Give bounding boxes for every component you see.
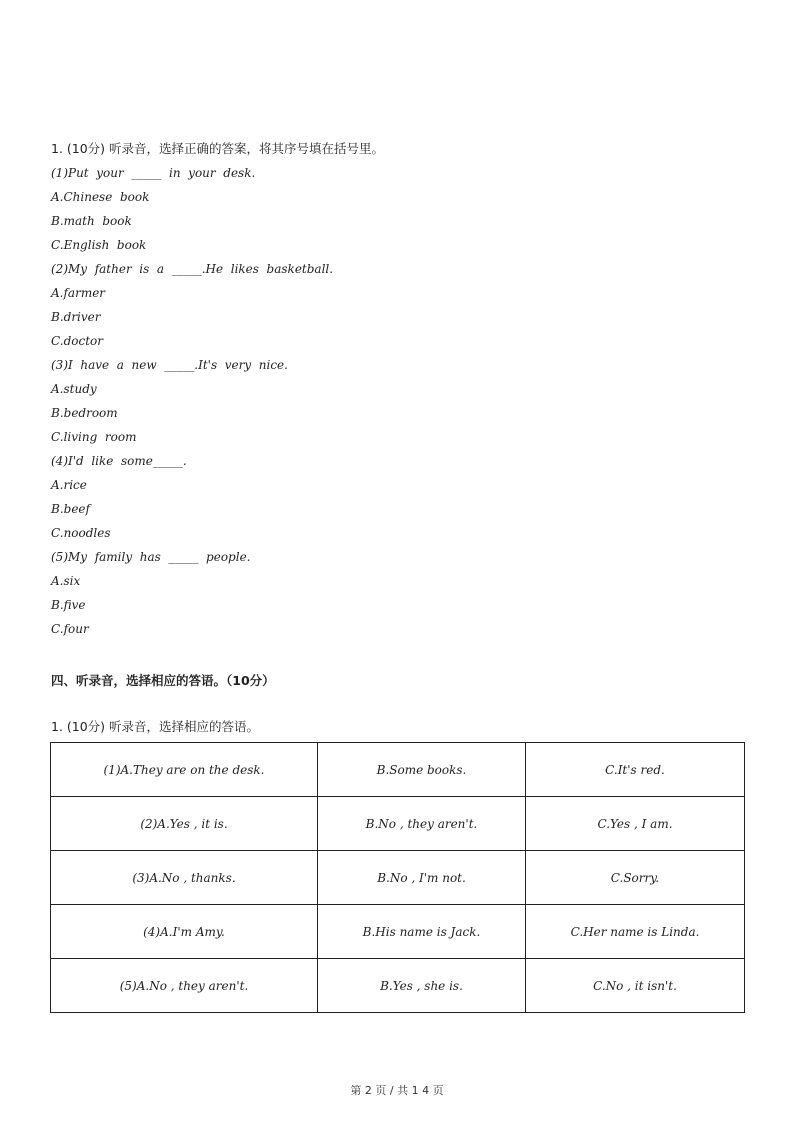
table-row <box>51 905 745 959</box>
option-1a: A.Chinese book <box>51 190 150 204</box>
table-row <box>51 743 745 797</box>
table-cell: C.Sorry. <box>526 851 745 905</box>
option-5c: C.four <box>51 622 89 636</box>
table-cell: C.It's red. <box>526 743 745 797</box>
table-cell: B.No , I'm not. <box>318 851 526 905</box>
option-4a: A.rice <box>51 478 87 492</box>
option-5b: B.five <box>51 598 86 612</box>
table-cell: (5)A.No , they aren't. <box>51 959 318 1013</box>
option-4b: B.beef <box>51 502 90 516</box>
question-1-lines <box>51 164 333 644</box>
table-cell: B.Some books. <box>318 743 526 797</box>
question-1-intro: 1. (10分) 听录音，选择正确的答案，将其序号填在括号里。 <box>51 141 385 156</box>
subquestion-3: (3)I have a new _____.It's very nice. <box>51 358 288 372</box>
table-cell: B.Yes , she is. <box>318 959 526 1013</box>
option-1c: C.English book <box>51 238 147 252</box>
table-cell: (1)A.They are on the desk. <box>51 743 318 797</box>
subquestion-4: (4)I'd like some_____. <box>51 454 187 468</box>
section-4-question-intro: 1. (10分) 听录音，选择相应的答语。 <box>51 719 260 734</box>
subquestion-2: (2)My father is a _____.He likes basketball. <box>51 262 334 276</box>
section-4-title: 四、听录音，选择相应的答语。（10分） <box>51 673 275 688</box>
table-cell: C.Her name is Linda. <box>526 905 745 959</box>
option-2c: C.doctor <box>51 334 103 348</box>
option-3a: A.study <box>51 382 97 396</box>
table-cell: C.Yes , I am. <box>526 797 745 851</box>
table-cell: (3)A.No , thanks. <box>51 851 318 905</box>
option-1b: B.math book <box>51 214 132 228</box>
table-cell: B.No , they aren't. <box>318 797 526 851</box>
subquestion-1: (1)Put your _____ in your desk. <box>51 166 256 180</box>
option-3b: B.bedroom <box>51 406 118 420</box>
table-row <box>51 959 745 1013</box>
option-5a: A.six <box>51 574 81 588</box>
table-cell: B.His name is Jack. <box>318 905 526 959</box>
option-3c: C.living room <box>51 430 137 444</box>
table-cell: C.No , it isn't. <box>526 959 745 1013</box>
option-4c: C.noodles <box>51 526 111 540</box>
answer-options-table <box>50 742 745 1013</box>
table-row <box>51 797 745 851</box>
table-row <box>51 851 745 905</box>
option-2b: B.driver <box>51 310 101 324</box>
table-cell: (4)A.I'm Amy. <box>51 905 318 959</box>
table-cell: (2)A.Yes , it is. <box>51 797 318 851</box>
page-footer: 第 2 页 / 共 1 4 页 <box>350 1084 444 1097</box>
option-2a: A.farmer <box>51 286 106 300</box>
subquestion-5: (5)My family has _____ people. <box>51 550 251 564</box>
